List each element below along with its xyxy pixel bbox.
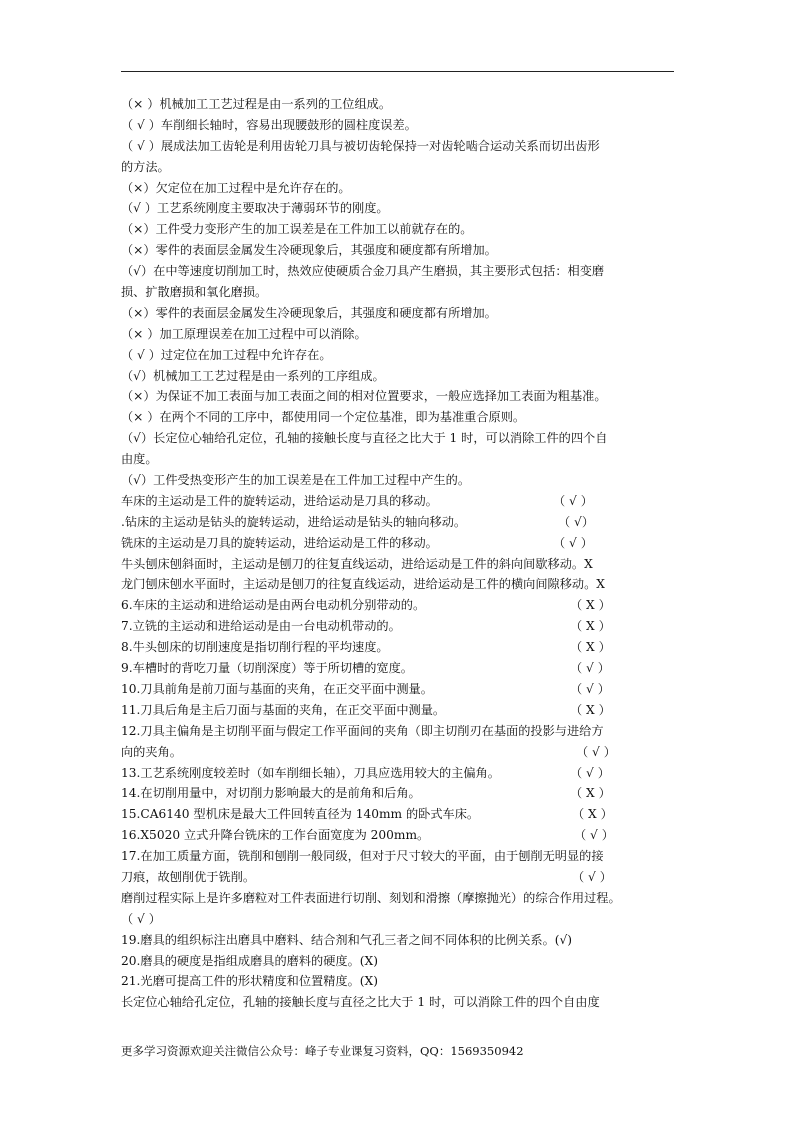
line-text: 的方法。 [121,159,170,174]
line-text: （× ）加工原理误差在加工过程中可以消除。 [121,326,367,341]
line-text: （×）零件的表面层金属发生冷硬现象后，其强度和硬度都有所增加。 [121,305,497,320]
text-line [121,261,677,282]
answer-bracket: （ √ ） [574,828,614,843]
line-text: 21.光磨可提高工件的形状精度和位置精度。(X) [121,974,378,989]
answer-bracket: （ √ ） [570,681,610,696]
line-text: （√ ）工艺系统刚度主要取决于薄弱环节的刚度。 [121,201,389,216]
answer-bracket: （ √ ） [570,661,610,676]
text-line [121,992,677,1013]
text-line [121,366,677,387]
text-line [121,94,677,115]
answer-bracket: （ √ ） [570,765,610,780]
text-line [121,742,677,763]
line-text: 7.立铣的主运动和进给运动是由一台电动机带动的。 [121,619,401,634]
text-line [121,951,677,972]
text-line [121,115,677,136]
line-text: （×）工件受力变形产生的加工误差是在工件加工以前就存在的。 [121,222,473,237]
line-text: 10.刀具前角是前刀面与基面的夹角，在正交平面中测量。 [121,681,433,696]
line-text: 8.牛头刨床的切削速度是指切削行程的平均速度。 [121,640,389,655]
answer-bracket: （ √ ） [553,535,593,550]
line-text: .钻床的主运动是钻头的旋转运动，进给运动是钻头的轴向移动。 [121,514,467,529]
text-line [121,637,677,658]
text-line [121,888,677,909]
line-text: 13.工艺系统刚度较差时（如车削细长轴），刀具应选用较大的主偏角。 [121,765,500,780]
line-text: （×）欠定位在加工过程中是允许存在的。 [121,180,351,195]
text-line [121,533,677,554]
text-line [121,491,677,512]
line-text: （√）工件受热变形产生的加工误差是在工件加工过程中产生的。 [121,473,471,488]
line-text: 长定位心轴给孔定位，孔轴的接触长度与直径之比大于 1 时，可以消除工件的四个自由度 [121,995,600,1010]
text-line [121,804,677,825]
answer-bracket: （ X ） [570,640,611,655]
header-rule [121,71,674,72]
text-line [121,407,677,428]
line-text: （√）长定位心轴给孔定位，孔轴的接触长度与直径之比大于 1 时，可以消除工件的四个自 [121,431,608,446]
line-text: （×）为保证不加工表面与加工表面之间的相对位置要求，一般应选择加工表面为粗基准。 [121,389,607,404]
text-line [121,616,677,637]
line-text: 17.在加工质量方面，铣削和刨削一般同级，但对于尺寸较大的平面，由于刨削无明显的接 [121,849,604,864]
line-text: 由度。 [121,452,158,467]
text-line [121,324,677,345]
text-line [121,240,677,261]
text-line [121,345,677,366]
line-text: 损、扩散磨损和氧化磨损。 [121,285,268,300]
text-line [121,783,677,804]
text-line [121,574,677,595]
text-line [121,763,677,784]
answer-bracket: （ √） [558,514,595,529]
line-text: 磨削过程实际上是许多磨粒对工件表面进行切削、刻划和滑擦（摩擦抛光）的综合作用过程。 [121,890,621,905]
line-text: 刀痕，故刨削优于铣削。 [121,869,256,884]
text-line [121,219,677,240]
text-line [121,867,677,888]
text-line [121,930,677,951]
answer-bracket: （ X ） [572,807,613,822]
line-text: （ √ ）展成法加工齿轮是利用齿轮刀具与被切齿轮保持一对齿轮啮合运动关系而切出齿形 [121,138,600,153]
text-line [121,554,677,575]
answer-bracket: （ √ ） [572,869,612,884]
line-text: 铣床的主运动是刀具的旋转运动，进给运动是工件的移动。 [121,535,438,550]
text-line [121,846,677,867]
answer-bracket: （ √ ） [576,744,616,759]
text-line [121,386,677,407]
document-body [121,94,677,1013]
text-line [121,825,677,846]
line-text: （ √ ）车削细长轴时，容易出现腰鼓形的圆柱度误差。 [121,117,417,132]
line-text: 车床的主运动是工件的旋转运动，进给运动是刀具的移动。 [121,493,438,508]
text-line [121,700,677,721]
line-text: 20.磨具的硬度是指组成磨具的磨料的硬度。(X) [121,953,378,968]
text-line [121,470,677,491]
text-line [121,157,677,178]
line-text: 16.X5020 立式升降台铣床的工作台面宽度为 200mm。 [121,828,430,843]
text-line [121,721,677,742]
answer-bracket: （ X ） [570,598,611,613]
line-text: （√）在中等速度切削加工时，热效应使硬质合金刀具产生磨损，其主要形式包括：相变磨 [121,264,605,279]
text-line [121,282,677,303]
text-line [121,178,677,199]
line-text: 19.磨具的组织标注出磨具中磨料、结合剂和气孔三者之间不同体积的比例关系。(√) [121,932,573,947]
answer-bracket: （ √ ） [553,493,593,508]
line-text: 14.在切削用量中，对切削力影响最大的是前角和后角。 [121,786,421,801]
text-line [121,512,677,533]
line-text: （× ）在两个不同的工序中，都使用同一个定位基准，即为基准重合原则。 [121,410,526,425]
text-line [121,679,677,700]
line-text: 牛头刨床刨斜面时，主运动是刨刀的往复直线运动，进给运动是工件的斜向间歇移动。X [121,556,593,571]
answer-bracket: （ X ） [570,702,611,717]
text-line [121,428,677,449]
line-text: 9.车槽时的背吃刀量（切削深度）等于所切槽的宽度。 [121,661,413,676]
text-line [121,971,677,992]
line-text: （√）机械加工工艺过程是由一系列的工序组成。 [121,368,385,383]
line-text: （ √ ） [121,911,161,926]
line-text: 6.车床的主运动和进给运动是由两台电动机分别带动的。 [121,598,426,613]
text-line [121,449,677,470]
footer-note: 更多学习资源欢迎关注微信公众号：峰子专业课复习资料，QQ：1569350942 [121,1044,524,1058]
line-text: 11.刀具后角是主后刀面与基面的夹角，在正交平面中测量。 [121,702,446,717]
line-text: 向的夹角。 [121,744,182,759]
line-text: （×）零件的表面层金属发生冷硬现象后，其强度和硬度都有所增加。 [121,243,497,258]
text-line [121,198,677,219]
text-line [121,136,677,157]
answer-bracket: （ X ） [570,619,611,634]
answer-bracket: （ X ） [570,786,611,801]
text-line [121,303,677,324]
line-text: 15.CA6140 型机床是最大工件回转直径为 140mm 的卧式车床。 [121,807,480,822]
text-line [121,909,677,930]
line-text: （ √ ）过定位在加工过程中允许存在。 [121,347,332,362]
line-text: 12.刀具主偏角是主切削平面与假定工作平面间的夹角（即主切削刃在基面的投影与进给方 [121,723,604,738]
line-text: 龙门刨床刨水平面时，主运动是刨刀的往复直线运动，进给运动是工件的横向间隙移动。X [121,577,605,592]
line-text: （× ）机械加工工艺过程是由一系列的工位组成。 [121,97,392,111]
text-line [121,595,677,616]
text-line [121,658,677,679]
